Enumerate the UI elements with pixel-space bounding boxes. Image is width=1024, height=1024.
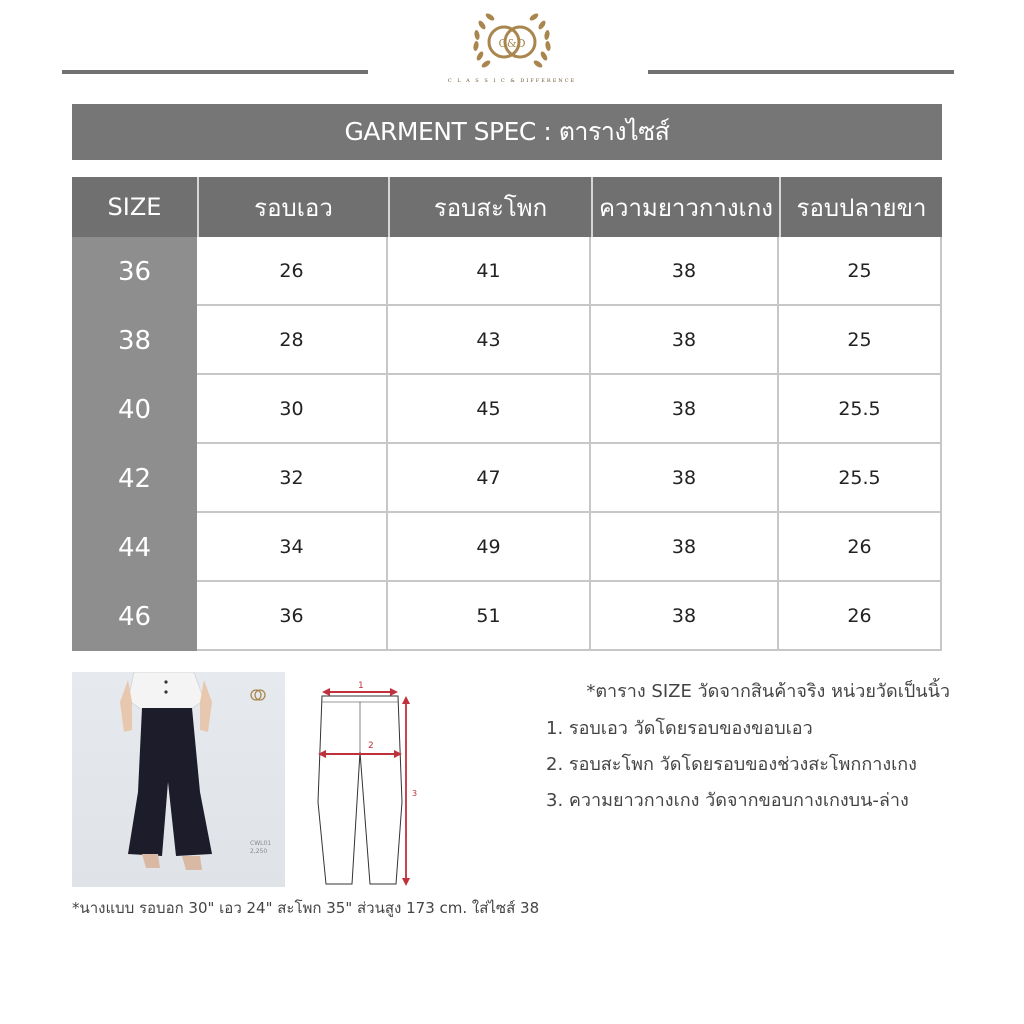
hip-value: 47 [388,444,591,513]
waist-value: 28 [197,306,388,375]
size-label: 38 [72,306,197,375]
hip-value: 41 [388,237,591,306]
brand-subtitle: C L A S S I C & DIFFERENCE [447,78,577,84]
hem-value: 25.5 [779,375,942,444]
hem-value: 25.5 [779,444,942,513]
notes-title: *ตาราง SIZE วัดจากสินค้าจริง หน่วยวัดเป็นนิ้ว [586,681,950,702]
hip-value: 45 [388,375,591,444]
note-item: 2. รอบสะโพก วัดโดยรอบของช่วงสะโพกกางเกง [546,754,917,775]
table-header-row [72,177,942,237]
waist-value: 30 [197,375,388,444]
size-label: 40 [72,375,197,444]
waist-value: 34 [197,513,388,582]
diagram-label-length: 3 [412,789,418,798]
logo-letters: C&D [498,37,526,50]
length-value: 38 [591,513,779,582]
pants-measurement-diagram [300,672,430,892]
model-measurements-note: *นางแบบ รอบอก 30" เอว 24" สะโพก 35" ส่วนสูง 173 cm. ใส่ไซส์ 38 [72,899,540,917]
size-label: 44 [72,513,197,582]
hip-value: 49 [388,513,591,582]
table-row [72,582,942,651]
header-hem: รอบปลายขา [779,177,942,237]
note-item: 3. ความยาวกางเกง วัดจากขอบกางเกงบน-ล่าง [546,790,909,811]
header-length: ความยาวกางเกง [591,177,779,237]
header-rule-left [62,70,368,74]
length-value: 38 [591,306,779,375]
model-photo [72,672,285,887]
note-item: 1. รอบเอว วัดโดยรอบของขอบเอว [546,718,813,739]
length-value: 38 [591,582,779,651]
header-hip: รอบสะโพก [388,177,591,237]
size-label: 36 [72,237,197,306]
length-value: 38 [591,444,779,513]
table-row [72,513,942,582]
hem-value: 25 [779,306,942,375]
table-row [72,375,942,444]
hip-value: 51 [388,582,591,651]
photo-tag-code: CWL01 [250,840,272,847]
photo-tag [250,840,271,856]
length-value: 38 [591,375,779,444]
waist-value: 36 [197,582,388,651]
hem-value: 26 [779,513,942,582]
size-table [72,177,942,651]
hem-value: 26 [779,582,942,651]
waist-value: 26 [197,237,388,306]
table-row [72,444,942,513]
waist-value: 32 [197,444,388,513]
size-label: 46 [72,582,197,651]
hip-value: 43 [388,306,591,375]
header-size: SIZE [107,193,162,221]
diagram-label-waist: 1 [358,681,364,691]
table-row [72,306,942,375]
header-waist: รอบเอว [197,177,388,237]
size-label: 42 [72,444,197,513]
spec-banner-title: GARMENT SPEC : ตารางไซส์ [72,104,942,160]
photo-logo-icon [248,686,268,704]
length-value: 38 [591,237,779,306]
header-rule-right [648,70,954,74]
table-row [72,237,942,306]
hem-value: 25 [779,237,942,306]
diagram-label-hip: 2 [368,741,374,751]
measurement-notes [520,676,950,821]
photo-tag-price: 2,250 [250,848,268,855]
